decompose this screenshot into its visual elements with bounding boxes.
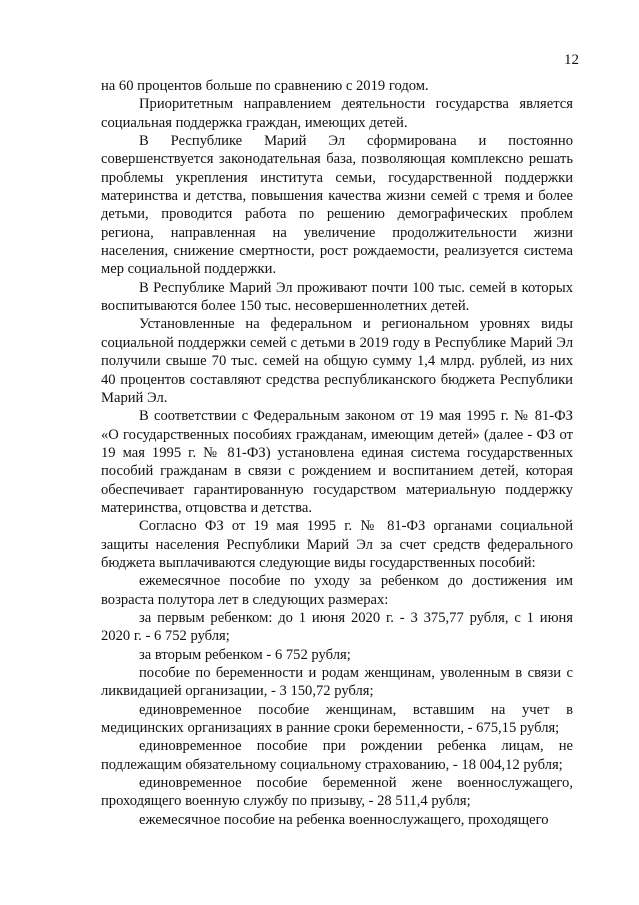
list-item-first-child: за первым ребенком: до 1 июня 2020 г. - 3 375,77 рубля, с 1 июня 2020 г. - 6 752 рубля;: [101, 609, 573, 645]
paragraph-benefit-types: Согласно ФЗ от 19 мая 1995 г. № 81-ФЗ органами социальной защиты населения Республики Марий Эл за счет средств федерального бюджета выплачиваются следующие виды государственных пособий:: [101, 518, 573, 571]
list-item-childcare-allowance: ежемесячное пособие по уходу за ребенком до достижения им возраста полутора лет в следующих размерах:: [101, 573, 573, 608]
paragraph-support-2019: Установленные на федеральном и региональном уровнях виды социальной поддержки семей с детьми в 2019 году в Республике Марий Эл получили свыше 70 тыс. семей на общую сумму 1,4 млрд. рублей, из них 40 процентов составляют средства республиканского бюджета Республики Марий Эл.: [101, 316, 573, 406]
paragraph-families: В Республике Марий Эл проживают почти 100 тыс. семей в которых воспитываются более 150 тыс. несовершеннолетних детей.: [101, 279, 573, 315]
paragraph-legislation: В Республике Марий Эл сформирована и постоянно совершенствуется законодательная база, позволяющая комплексно решать проблемы укрепления института семьи, государственной поддержки материнства и детства, повышения качества жизни семей с тремя и более детьми, проводится работа по решению демографических проблем региона, направленная на увеличение продолжительности жизни населения, снижение смертности, рост рождаемости, реализуется система мер социальной поддержки.: [101, 133, 573, 278]
list-item-serviceman-wife: единовременное пособие беременной жене военнослужащего, проходящего военную службу по призыву, - 28 511,4 рубля;: [101, 775, 573, 810]
list-item-second-child: за вторым ребенком - 6 752 рубля;: [139, 646, 351, 663]
list-item-early-registration: единовременное пособие женщинам, вставшим на учет в медицинских организациях в ранние сроки беременности, - 675,15 рубля;: [101, 701, 573, 737]
paragraph-continuation: на 60 процентов больше по сравнению с 2019 годом.: [101, 78, 429, 94]
paragraph-priority: Приоритетным направлением деятельности государства является социальная поддержка граждан, имеющих детей.: [101, 96, 573, 131]
document-body: [101, 77, 573, 829]
page-number: 12: [564, 52, 579, 68]
paragraph-federal-law: В соответствии с Федеральным законом от 19 мая 1995 г. № 81-ФЗ «О государственных пособиях гражданам, имеющим детей» (далее - ФЗ от 19 мая 1995 г. № 81-ФЗ) установлена единая система государственных пособий гражданам в связи с рождением и воспитанием детей, которая обеспечивает гарантированную государством материальную поддержку материнства, отцовства и детства.: [101, 408, 573, 516]
list-item-maternity-benefit: пособие по беременности и родам женщинам, уволенным в связи с ликвидацией организации, - 3 150,72 рубля;: [101, 665, 573, 700]
list-item-serviceman-child: ежемесячное пособие на ребенка военнослужащего, проходящего: [139, 811, 549, 828]
list-item-birth-benefit: единовременное пособие при рождении ребенка лицам, не подлежащим обязательному социальному страхованию, - 18 004,12 рубля;: [101, 738, 573, 773]
